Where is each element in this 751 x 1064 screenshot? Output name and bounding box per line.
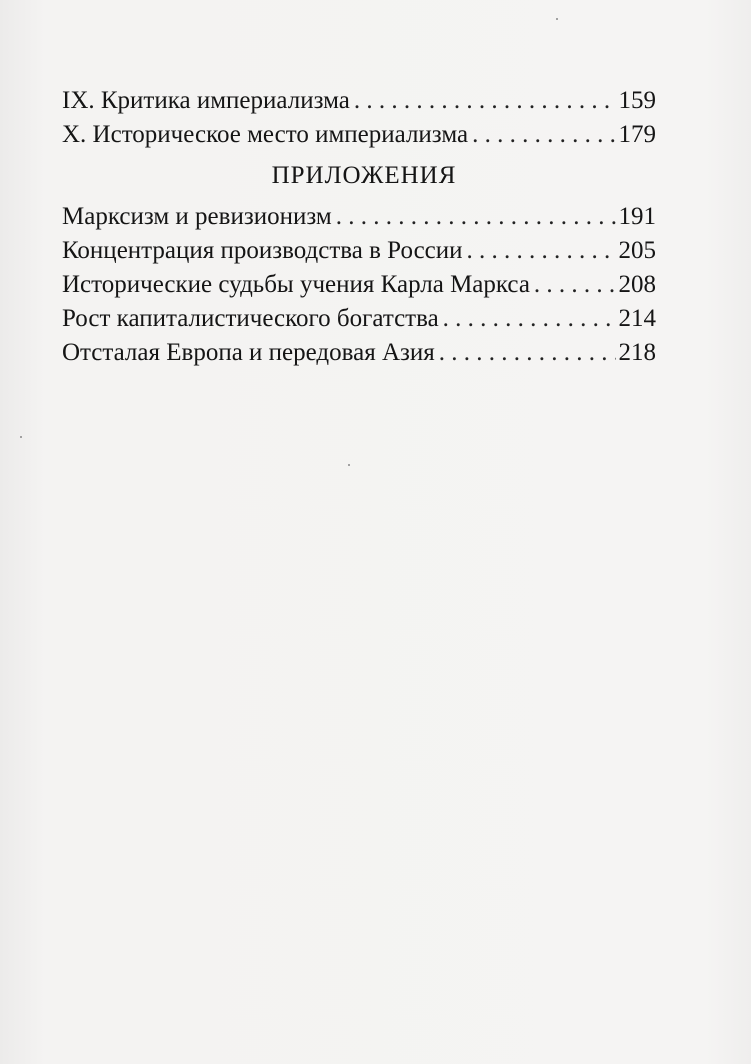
toc-entry-title: Исторические судьбы учения Карла Маркса [62,271,530,298]
dot-leader [530,268,616,302]
toc-entry-page: 159 [618,87,656,114]
show-through-text [90,440,710,1064]
toc-entry-title: Концентрация производства в России [62,237,463,264]
dot-leader [350,84,616,118]
toc-entry [62,268,656,302]
dot-leader [332,200,616,234]
paper-speck [20,436,22,438]
toc-entry [62,234,656,268]
toc-entry-page: 179 [618,121,656,148]
toc-entry [62,84,656,118]
paper-speck [348,464,350,466]
toc-entry-page: 191 [618,203,656,230]
toc-entry-title: Марксизм и ревизионизм [62,203,332,230]
toc-entry-page: 208 [618,271,656,298]
toc-entry-page: 214 [618,305,656,332]
dot-leader [463,234,616,268]
paper-speck [556,18,558,20]
dot-leader [468,118,616,152]
toc-entry [62,118,656,152]
dot-leader [435,336,616,370]
toc-entry-title: X. Историческое место империализма [62,121,469,148]
toc-entry-title: Рост капиталистического богатства [62,305,439,332]
section-heading: ПРИЛОЖЕНИЯ [271,162,457,189]
toc-entry-title: IX. Критика империализма [62,87,350,114]
toc-entry [62,302,656,336]
toc-entry-page: 205 [618,237,656,264]
dot-leader [439,302,616,336]
toc-entry-title: Отсталая Европа и передовая Азия [62,339,435,366]
toc-entry [62,200,656,234]
toc-entry-page: 218 [618,339,656,366]
table-of-contents [62,84,656,370]
toc-entry [62,336,656,370]
